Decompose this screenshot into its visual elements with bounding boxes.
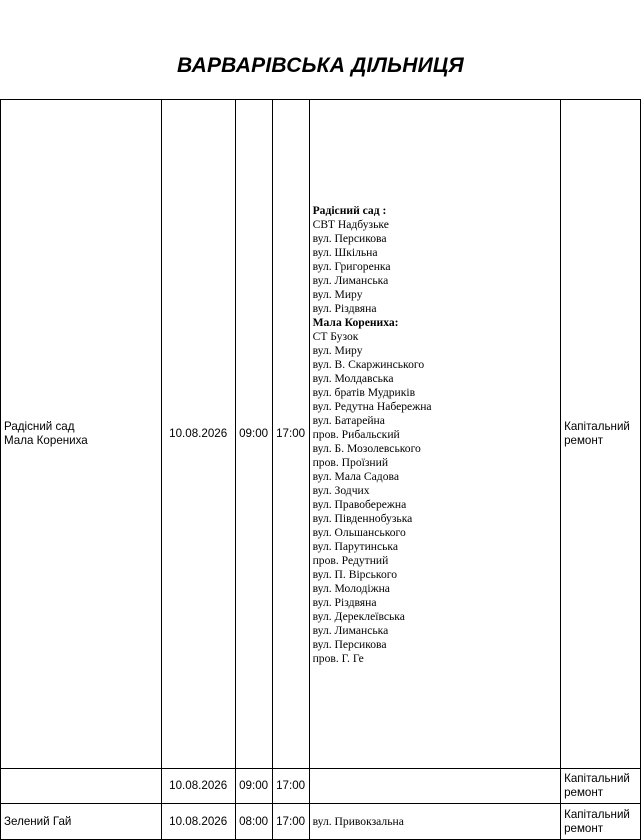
settlement-cell: [1, 804, 162, 840]
date-cell: 10.08.2026: [161, 769, 235, 804]
reason-text: ремонт: [564, 786, 604, 799]
street-name: вул. Лиманська: [312, 624, 389, 637]
start-time-cell: 09:00: [235, 769, 272, 804]
street-name: вул. Б. Мозолевського: [312, 442, 421, 455]
street-name: вул. Різдвяна: [312, 302, 377, 315]
reason-text: Капітальний: [564, 807, 630, 821]
reason-text: Капітальний: [564, 772, 630, 785]
street-name: вул. Молодіжна: [312, 582, 390, 595]
settlement-name: Мала Корениха: [4, 434, 88, 447]
settlement-cell: [1, 100, 162, 769]
start-time-cell: 08:00: [235, 804, 272, 840]
reason-text: Капітальний: [564, 420, 630, 433]
settlement-name: Радісний сад: [4, 420, 75, 433]
street-name: вул. братів Мудриків: [312, 386, 416, 399]
table-row: [1, 804, 641, 840]
street-name: вул. Миру: [312, 344, 363, 357]
street-group-header: Радісний сад :: [312, 204, 387, 217]
street-name: вул. Персикова: [312, 638, 387, 651]
street-name: вул. Молдавська: [312, 372, 394, 385]
street-name: вул. Парутинська: [312, 540, 399, 553]
street-name: вул. Редутна Набережна: [312, 400, 432, 413]
street-name: вул. Різдвяна: [312, 596, 377, 609]
street-name: СТ Бузок: [312, 330, 359, 343]
street-name: вул. Мала Садова: [312, 470, 399, 483]
street-name: вул. Лиманська: [312, 274, 389, 287]
end-time-cell: 17:00: [272, 100, 309, 769]
streets-cell: вул. Привокзальна: [309, 804, 560, 840]
street-group-header: Мала Корениха:: [312, 316, 399, 329]
end-time-cell: 17:00: [272, 804, 309, 840]
date-cell: 10.08.2026: [161, 804, 235, 840]
street-name: вул. Ольшанського: [312, 526, 406, 539]
street-list: [313, 202, 557, 666]
street-name: пров. Проїзний: [312, 456, 389, 469]
street-name: вул. П. Вірського: [312, 568, 397, 581]
date-cell: 10.08.2026: [161, 100, 235, 769]
street-name: пров. Г. Ге: [312, 652, 364, 665]
street-name: пров. Рибальский: [312, 428, 400, 441]
street-name: пров. Редутний: [312, 554, 389, 567]
street-name: вул. Зодчих: [312, 484, 370, 497]
streets-cell: [309, 769, 560, 804]
start-time-cell: 09:00: [235, 100, 272, 769]
street-name: вул. Шкільна: [312, 246, 378, 259]
reason-cell: [561, 100, 641, 769]
street-name: вул. Правобережна: [312, 498, 407, 511]
reason-text: ремонт: [564, 434, 604, 447]
table-row: [1, 769, 641, 804]
street-name: вул. В. Скаржинського: [312, 358, 425, 371]
street-name: СВТ Надбузьке: [312, 218, 389, 231]
street-name: вул. Південнобузька: [312, 512, 413, 525]
end-time-cell: 17:00: [272, 769, 309, 804]
street-name: вул. Миру: [312, 288, 363, 301]
reason-cell: [561, 769, 641, 804]
page-title: ВАРВАРІВСЬКА ДІЛЬНИЦЯ: [177, 54, 464, 77]
reason-text: ремонт: [564, 821, 604, 835]
street-name: вул. Дереклеївська: [312, 610, 405, 623]
streets-cell: [309, 100, 560, 769]
street-name: вул. Григоренка: [312, 260, 391, 273]
street-name: вул. Персикова: [312, 232, 387, 245]
settlement-name: Зелений Гай: [4, 814, 72, 828]
settlement-cell: [1, 769, 162, 804]
reason-cell: [561, 804, 641, 840]
street-name: вул. Батарейна: [312, 414, 385, 427]
table-row: [1, 100, 641, 769]
outage-schedule-table: [0, 99, 641, 840]
